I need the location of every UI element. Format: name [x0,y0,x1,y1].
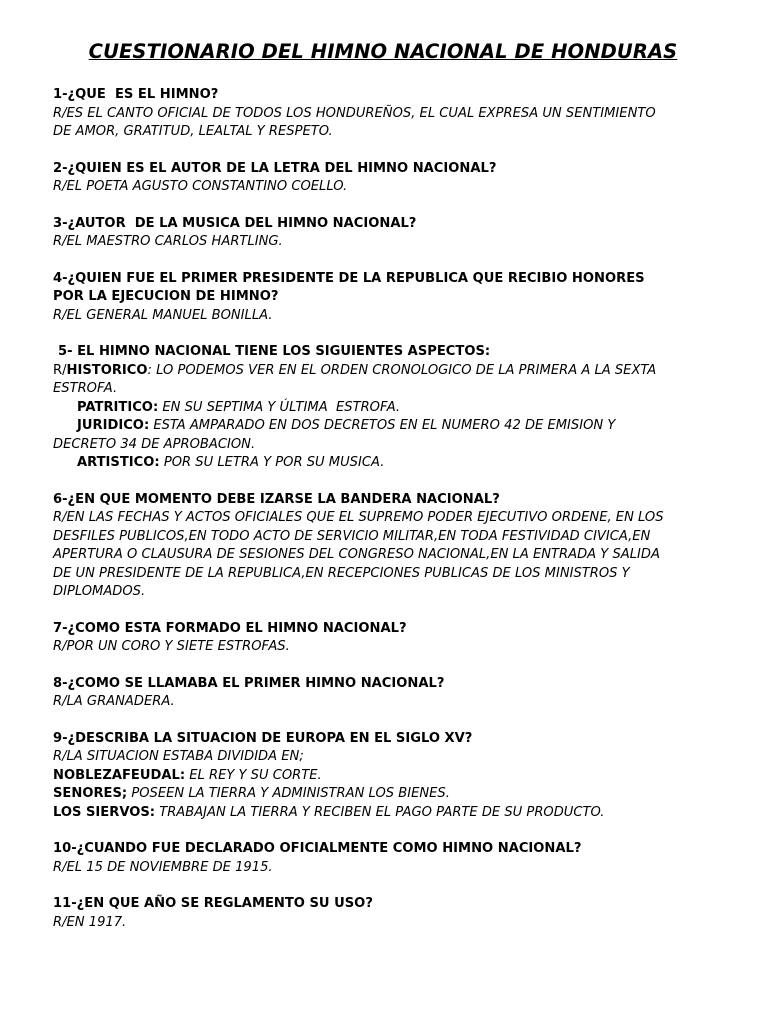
question-3: 3-¿AUTOR DE LA MUSICA DEL HIMNO NACIONAL? [53,215,417,231]
answer-7: R/POR UN CORO Y SIETE ESTROFAS. [53,639,290,654]
answer-1-line-2: DE AMOR, GRATITUD, LEALTAL Y RESPETO. [53,124,333,139]
question-block-3 [53,215,733,252]
question-block-9 [53,730,733,823]
question-4-line-2: POR LA EJECUCION DE HIMNO? [53,289,279,304]
senores-label: SENORES; [53,786,128,801]
answer-10: R/EL 15 DE NOVIEMBRE DE 1915. [53,859,273,875]
siervos-text: TRABAJAN LA TIERRA Y RECIBEN EL PAGO PARTE DE SU PRODUCTO. [155,804,605,820]
answer-6-line-1: R/EN LAS FECHAS Y ACTOS OFICIALES QUE EL SUPREMO PODER EJECUTIVO ORDENE, EN LOS [53,510,664,525]
question-block-1 [53,86,733,142]
question-block-11 [53,895,733,932]
answer-11: R/EN 1917. [53,914,127,930]
document-page [53,40,733,932]
question-7: 7-¿COMO ESTA FORMADO EL HIMNO NACIONAL? [53,620,407,636]
answer-9: R/LA SITUACION ESTABA DIVIDIDA EN; [53,749,304,764]
answer-5-patritico [53,399,733,418]
answer-9-senores [53,785,733,804]
question-8: 8-¿COMO SE LLAMABA EL PRIMER HIMNO NACIONAL? [53,675,445,691]
siervos-label: LOS SIERVOS: [53,804,156,820]
question-block-2 [53,160,733,197]
question-6: 6-¿EN QUE MOMENTO DEBE IZARSE LA BANDERA NACIONAL? [53,491,500,507]
answer-2: R/EL POETA AGUSTO CONSTANTINO COELLO. [53,179,348,194]
question-block-6 [53,491,733,602]
juridico-label: JURIDICO: [77,418,150,433]
answer-5-juridico-line-1 [53,417,733,436]
historico-text-line-2: ESTROFA. [53,381,118,396]
answer-6-line-5: DIPLOMADOS. [53,584,146,599]
answer-4: R/EL GENERAL MANUEL BONILLA. [53,307,273,323]
juridico-text-line-2: DECRETO 34 DE APROBACION. [53,436,256,452]
answer-1-line-1: R/ES EL CANTO OFICIAL DE TODOS LOS HONDUREÑOS, EL CUAL EXPRESA UN SENTIMIENTO [53,105,656,121]
answer-8: R/LA GRANADERA. [53,694,175,709]
answer-5-prefix: R/ [53,362,67,378]
question-9: 9-¿DESCRIBA LA SITUACION DE EUROPA EN EL SIGLO XV? [53,730,473,746]
question-11: 11-¿EN QUE AÑO SE REGLAMENTO SU USO? [53,896,373,911]
noblezafeudal-label: NOBLEZAFEUDAL: [53,767,186,783]
juridico-text-line-1: ESTA AMPARADO EN DOS DECRETOS EN EL NUMERO 42 DE EMISION Y [149,418,616,433]
answer-5-historico-line-1 [53,362,733,381]
answer-9-noblezafeudal [53,767,733,786]
noblezafeudal-text: EL REY Y SU CORTE. [185,767,322,783]
question-1: 1-¿QUE ES EL HIMNO? [53,87,219,102]
historico-label: HISTORICO [66,362,148,378]
senores-text: POSEEN LA TIERRA Y ADMINISTRAN LOS BIENES. [127,786,450,801]
question-block-10 [53,840,733,877]
question-4-line-1: 4-¿QUIEN FUE EL PRIMER PRESIDENTE DE LA REPUBLICA QUE RECIBIO HONORES [53,270,645,286]
question-5: 5- EL HIMNO NACIONAL TIENE LOS SIGUIENTES ASPECTOS: [58,344,491,359]
artistico-label: ARTISTICO: [77,455,160,470]
answer-6-line-4: DE UN PRESIDENTE DE LA REPUBLICA,EN RECEPCIONES PUBLICAS DE LOS MINISTROS Y [53,565,630,581]
patritico-label: PATRITICO: [77,399,159,415]
answer-5-artistico [53,454,733,473]
answer-6-line-2: DESFILES PUBLICOS,EN TODO ACTO DE SERVICIO MILITAR,EN TODA FESTIVIDAD CIVICA,EN [53,528,651,544]
question-block-7 [53,620,733,657]
document-title: CUESTIONARIO DEL HIMNO NACIONAL DE HONDURAS [88,40,678,63]
question-block-4 [53,270,733,326]
patritico-text: EN SU SEPTIMA Y ÚLTIMA ESTROFA. [158,399,401,415]
answer-6-line-3: APERTURA O CLAUSURA DE SESIONES DEL CONGRESO NACIONAL,EN LA ENTRADA Y SALIDA [53,547,660,562]
question-block-8 [53,675,733,712]
artistico-text: POR SU LETRA Y POR SU MUSICA. [159,455,385,470]
question-10: 10-¿CUANDO FUE DECLARADO OFICIALMENTE COMO HIMNO NACIONAL? [53,841,582,856]
question-block-5 [53,343,733,473]
question-2: 2-¿QUIEN ES EL AUTOR DE LA LETRA DEL HIMNO NACIONAL? [53,160,497,176]
answer-3: R/EL MAESTRO CARLOS HARTLING. [53,234,283,249]
answer-9-siervos [53,804,733,823]
historico-text-line-1: : LO PODEMOS VER EN EL ORDEN CRONOLOGICO DE LA PRIMERA A LA SEXTA [147,362,657,378]
